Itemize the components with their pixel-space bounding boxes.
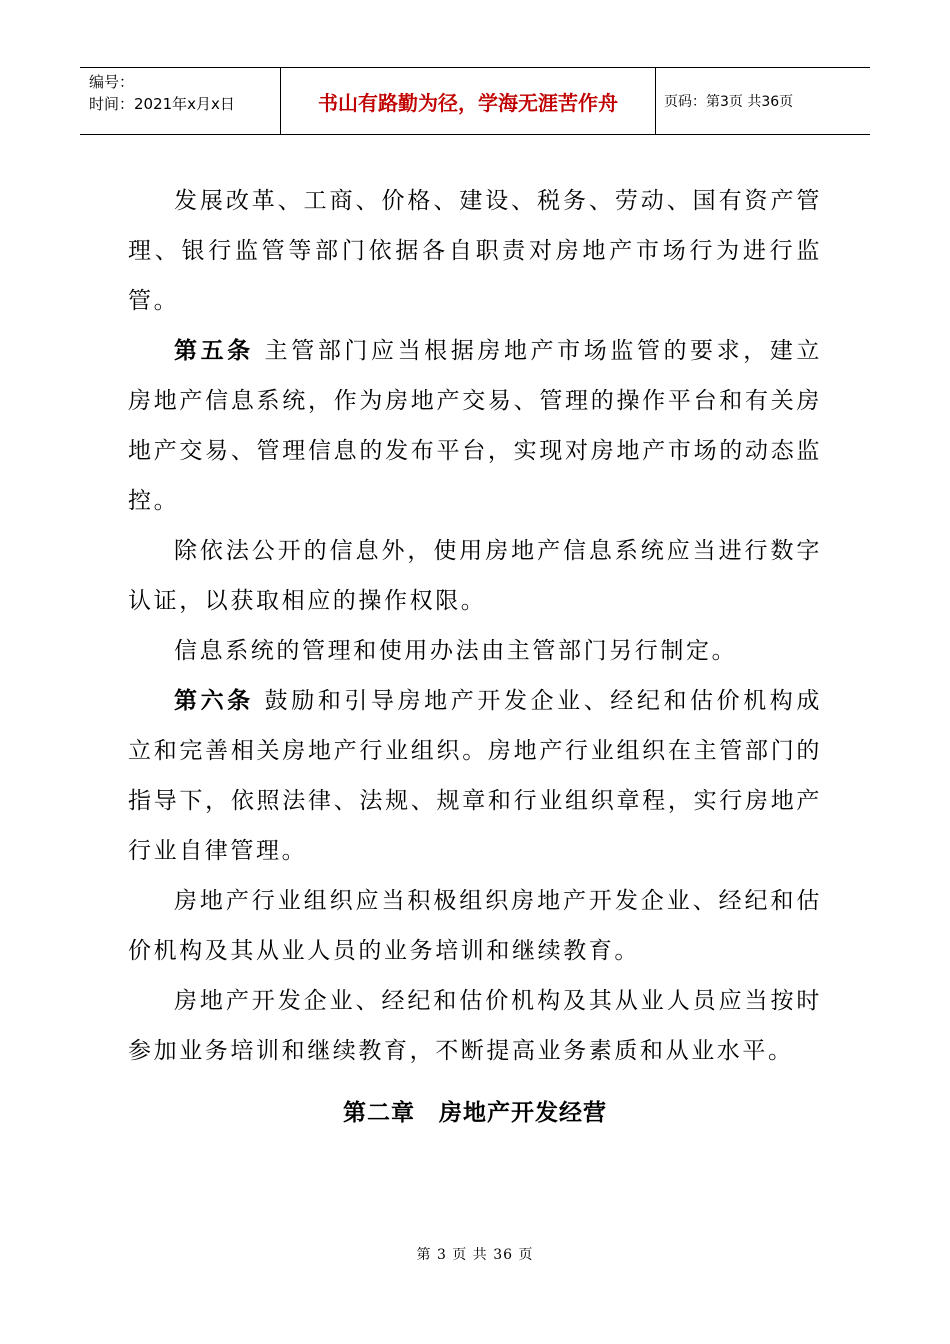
paragraph-7: 房地产开发企业、经纪和估价机构及其从业人员应当按时参加业务培训和继续教育，不断提高业务素质和从业水平。 [128,988,822,1064]
page-header [80,67,870,135]
article-6-text: 鼓励和引导房地产开发企业、经纪和估价机构成立和完善相关房地产行业组织。房地产行业组织在主管部门的指导下，依照法律、法规、规章和行业组织章程，实行房地产行业自律管理。 [128,688,822,864]
header-left-cell [80,68,281,134]
chapter-title: 第二章 房地产开发经营 [343,1100,607,1126]
article-5-text: 主管部门应当根据房地产市场监管的要求，建立房地产信息系统，作为房地产交易、管理的操作平台和有关房地产交易、管理信息的发布平台，实现对房地产市场的动态监控。 [128,338,822,514]
paragraph-3: 除依法公开的信息外，使用房地产信息系统应当进行数字认证，以获取相应的操作权限。 [128,538,822,614]
paragraph-article-5 [128,326,822,526]
article-6-heading: 第六条 [174,688,254,714]
paragraph-6: 房地产行业组织应当积极组织房地产开发企业、经纪和估价机构及其从业人员的业务培训和继续教育。 [128,888,822,964]
paragraph-4: 信息系统的管理和使用办法由主管部门另行制定。 [174,638,738,664]
number-label: 编号： [89,73,135,91]
header-motto: 书山有路勤为径，学海无涯苦作舟 [281,68,656,134]
page-footer: 第 3 页 共 36 页 [416,1247,534,1263]
article-5-heading: 第五条 [174,338,254,364]
paragraph-article-6 [128,676,822,876]
paragraph-1: 发展改革、工商、价格、建设、税务、劳动、国有资产管理、银行监管等部门依据各自职责对房地产市场行为进行监管。 [128,188,822,314]
document-body [128,176,822,1138]
header-page-info: 页码：第3页 共36页 [664,94,794,110]
time-label: 时间：2021年x月x日 [89,95,235,113]
